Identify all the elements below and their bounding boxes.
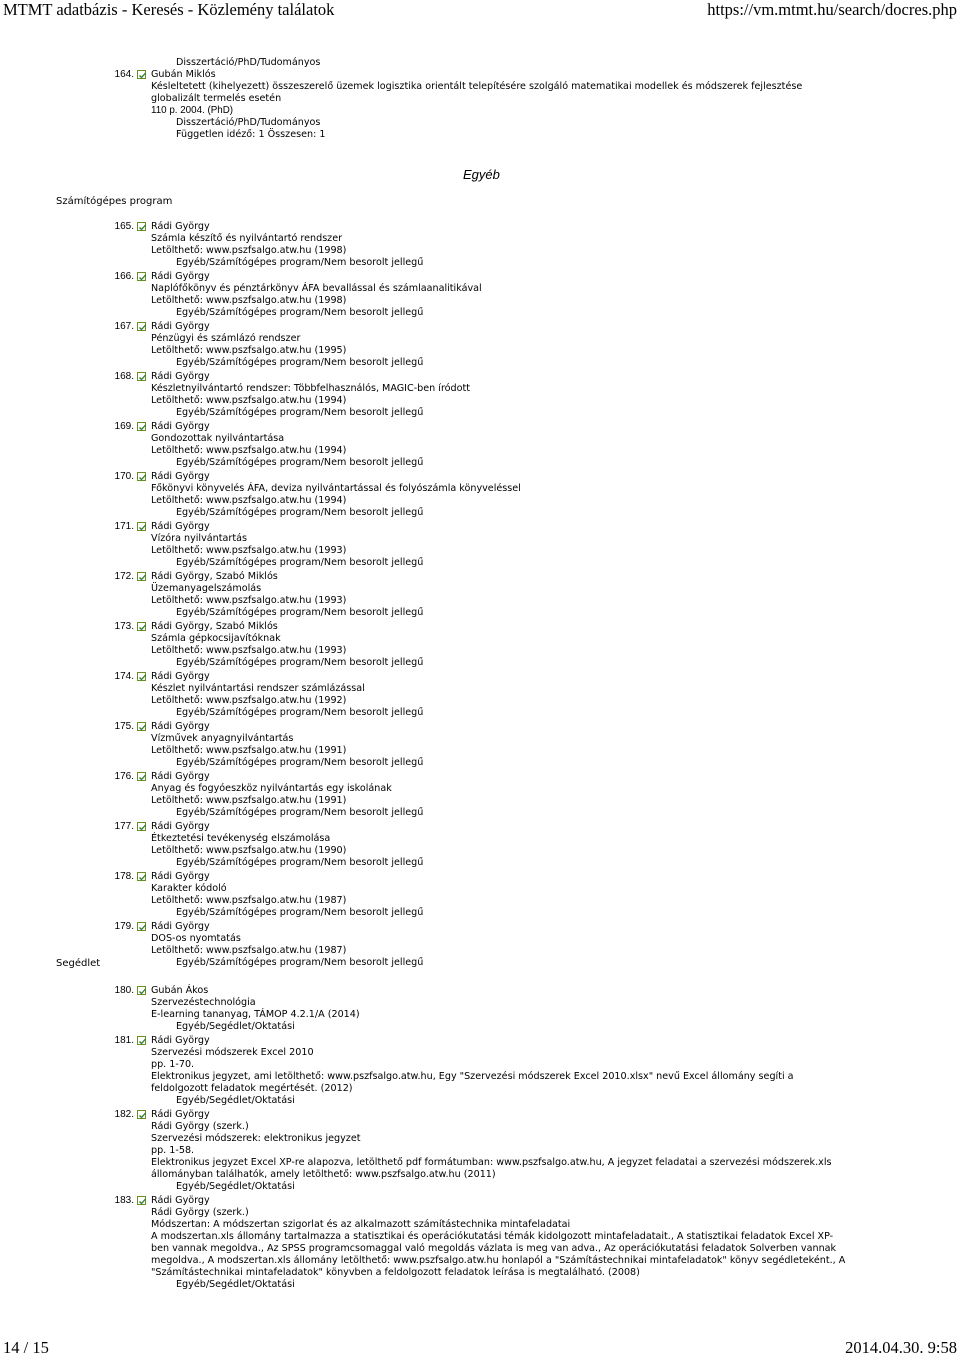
checkbox-icon[interactable] [137, 522, 146, 531]
entry-note: Elektronikus jegyzet Excel XP-re alapozva, letölthető pdf formátumban: www.pszfsalgo.atw.hu, A jegyzet feladatai a szervezési módszerek.xls állományban találhatók, amely letölthető: www.pszfsalgo.atw.hu (2011) [151, 1157, 832, 1180]
publication-entry [0, 321, 960, 369]
entry-source: Letölthető: www.pszfsalgo.atw.hu (1993) [151, 595, 347, 606]
entry-authors: Rádi György [151, 821, 210, 832]
entry-source: Letölthető: www.pszfsalgo.atw.hu (1987) [151, 945, 347, 956]
entry-category: Egyéb/Számítógépes program/Nem besorolt jellegű [176, 657, 424, 668]
checkbox-icon[interactable] [137, 572, 146, 581]
publication-entry [0, 471, 960, 519]
entry-pages: pp. 1-70. [151, 1059, 195, 1070]
entry-number: 176. [114, 771, 134, 782]
entry-editors: Rádi György (szerk.) [151, 1207, 249, 1218]
entry-title: Naplófőkönyv és pénztárkönyv ÁFA bevallással és számlaanalitikával [151, 283, 482, 294]
entry-category: Egyéb/Számítógépes program/Nem besorolt jellegű [176, 857, 424, 868]
checkbox-icon[interactable] [137, 1036, 146, 1045]
entry-authors: Rádi György [151, 1035, 210, 1046]
entry-source: Letölthető: www.pszfsalgo.atw.hu (1994) [151, 445, 347, 456]
entry-title: Szervezési módszerek Excel 2010 [151, 1047, 314, 1058]
entry-authors: Rádi György [151, 1109, 210, 1120]
entry-number: 178. [114, 871, 134, 882]
entry-pages: pp. 1-58. [151, 1145, 195, 1156]
entry-pages: 110 p. 2004. (PhD) [151, 105, 234, 116]
entry-note: A modszertan.xls állomány tartalmazza a statisztikai és operációkutatási témák kidolgozott mintafeladatait., A statisztikai feladatok Excel XP-ben vannak megoldva., Az SPSS programcsomaggal való megoldás vázlata is meg van adva., Az operációkutatási feladatok Solverben vannak megoldva., A modszertan.xls állomány letölthető: www.pszfsalgo.atw.hu honlapól a "Számítástechnikai mintafeladatok" könyv segédleteként., A "Számítástechnikai mintafeladatok" könyvben a feldolgozott feladatok leírása is megtalálható. (2008) [151, 1231, 846, 1278]
entry-title: Karakter kódoló [151, 883, 227, 894]
entry-title: Pénzügyi és számlázó rendszer [151, 333, 301, 344]
page-url: https://vm.mtmt.hu/search/docres.php [707, 0, 957, 19]
publication-entry [0, 771, 960, 819]
entry-number: 174. [114, 671, 134, 682]
segedlet-list [0, 985, 960, 1293]
entry-category: Egyéb/Számítógépes program/Nem besorolt jellegű [176, 307, 424, 318]
entry-number: 177. [114, 821, 134, 832]
entry-authors: Rádi György [151, 1195, 210, 1206]
entry-source: Letölthető: www.pszfsalgo.atw.hu (1994) [151, 395, 347, 406]
entry-number: 164. [114, 69, 134, 80]
checkbox-icon[interactable] [137, 872, 146, 881]
publication-entry [0, 921, 960, 969]
entry-title: Főkönyvi könyvelés ÁFA, deviza nyilvántartással és folyószámla könyveléssel [151, 483, 521, 494]
entry-source: Letölthető: www.pszfsalgo.atw.hu (1992) [151, 695, 347, 706]
checkbox-icon[interactable] [137, 272, 146, 281]
entry-source: Letölthető: www.pszfsalgo.atw.hu (1990) [151, 845, 347, 856]
entry-number: 175. [114, 721, 134, 732]
section-label-software: Számítógépes program [56, 196, 173, 207]
checkbox-icon[interactable] [137, 70, 146, 79]
entry-authors: Rádi György [151, 421, 210, 432]
checkbox-icon[interactable] [137, 922, 146, 931]
entry-authors: Rádi György, Szabó Miklós [151, 571, 278, 582]
entry-note: Elektronikus jegyzet, ami letölthető: www.pszfsalgo.atw.hu, Egy "Szervezési módszerek Excel 2010.xlsx" nevű Excel állomány segíti a feldolgozott feladatok megértését. (2012) [151, 1071, 794, 1094]
entry-category: Egyéb/Számítógépes program/Nem besorolt jellegű [176, 457, 424, 468]
publication-entry [0, 721, 960, 769]
publication-entry [0, 821, 960, 869]
entry-source: Letölthető: www.pszfsalgo.atw.hu (1998) [151, 245, 347, 256]
page-number: 14 / 15 [3, 1338, 49, 1357]
section-label-segedlet: Segédlet [56, 958, 101, 969]
entry-title: Gondozottak nyilvántartása [151, 433, 285, 444]
entry-category: Egyéb/Számítógépes program/Nem besorolt jellegű [176, 907, 424, 918]
checkbox-icon[interactable] [137, 1110, 146, 1119]
software-list [0, 221, 960, 971]
checkbox-icon[interactable] [137, 622, 146, 631]
publication-entry [0, 521, 960, 569]
entry-authors: Rádi György [151, 221, 210, 232]
page-title: MTMT adatbázis - Keresés - Közlemény találatok [3, 0, 335, 19]
entry-number: 171. [114, 521, 134, 532]
entry-category: Egyéb/Segédlet/Oktatási [176, 1021, 295, 1032]
publication-entry [0, 871, 960, 919]
entry-title: Étkeztetési tevékenység elszámolása [151, 833, 331, 844]
checkbox-icon[interactable] [137, 822, 146, 831]
entry-category: Egyéb/Számítógépes program/Nem besorolt jellegű [176, 957, 424, 968]
publication-entry [0, 1195, 960, 1291]
entry-authors: Rádi György [151, 921, 210, 932]
entry-number: 169. [114, 421, 134, 432]
entry-category: Egyéb/Segédlet/Oktatási [176, 1279, 295, 1290]
entry-number: 168. [114, 371, 134, 382]
entry-title: Számla gépkocsijavítóknak [151, 633, 281, 644]
entry-title: Anyag és fogyóeszköz nyilvántartás egy iskolának [151, 783, 392, 794]
entry-title-cont: globalizált termelés esetén [151, 93, 282, 104]
entry-number: 170. [114, 471, 134, 482]
section-title-egyeb: Egyéb [463, 167, 500, 182]
entry-authors: Rádi György [151, 371, 210, 382]
entry-category: Egyéb/Számítógépes program/Nem besorolt jellegű [176, 557, 424, 568]
entry-title: Készletnyilvántartó rendszer: Többfelhasználós, MAGIC-ben íródott [151, 383, 471, 394]
print-datetime: 2014.04.30. 9:58 [845, 1338, 957, 1357]
entry-source: Letölthető: www.pszfsalgo.atw.hu (1987) [151, 895, 347, 906]
entry-number: 183. [114, 1195, 134, 1206]
checkbox-icon[interactable] [137, 322, 146, 331]
entry-category: Egyéb/Számítógépes program/Nem besorolt jellegű [176, 507, 424, 518]
checkbox-icon[interactable] [137, 986, 146, 995]
entry-authors: Gubán Ákos [151, 985, 209, 996]
entry-category: Egyéb/Számítógépes program/Nem besorolt jellegű [176, 807, 424, 818]
entry-title: DOS-os nyomtatás [151, 933, 241, 944]
entry-editors: Rádi György (szerk.) [151, 1121, 249, 1132]
entry-source: E-learning tananyag, TÁMOP 4.2.1/A (2014) [151, 1009, 360, 1020]
entry-source: Letölthető: www.pszfsalgo.atw.hu (1994) [151, 495, 347, 506]
entry-authors: Gubán Miklós [151, 69, 216, 80]
entry-title: Késleltetett (kihelyezett) összeszerelő üzemek logisztika orientált telepítésére szolgáló matematikai modellek és módszerek fejlesztése [151, 81, 803, 92]
checkbox-icon[interactable] [137, 672, 146, 681]
entry-authors: Rádi György [151, 521, 210, 532]
publication-entry [0, 621, 960, 669]
entry-title: Készlet nyilvántartási rendszer számlázással [151, 683, 365, 694]
publication-entry [0, 571, 960, 619]
entry-authors: Rádi György [151, 671, 210, 682]
entry-number: 181. [114, 1035, 134, 1046]
publication-entry [0, 1109, 960, 1193]
publication-entry [0, 1035, 960, 1107]
publication-entry [0, 671, 960, 719]
entry-source: Letölthető: www.pszfsalgo.atw.hu (1998) [151, 295, 347, 306]
checkbox-icon[interactable] [137, 772, 146, 781]
entry-authors: Rádi György [151, 321, 210, 332]
publication-entry [0, 221, 960, 269]
entry-category: Egyéb/Számítógépes program/Nem besorolt jellegű [176, 607, 424, 618]
entry-authors: Rádi György [151, 271, 210, 282]
entry-category: Egyéb/Számítógépes program/Nem besorolt jellegű [176, 257, 424, 268]
entry-number: 165. [114, 221, 134, 232]
entry-title: Szervezési módszerek: elektronikus jegyzet [151, 1133, 361, 1144]
entry-title: Számla készítő és nyilvántartó rendszer [151, 233, 343, 244]
entry-category: Egyéb/Számítógépes program/Nem besorolt jellegű [176, 757, 424, 768]
publication-entry [0, 421, 960, 469]
print-header [0, 0, 960, 22]
checkbox-icon[interactable] [137, 222, 146, 231]
entry-category: Egyéb/Segédlet/Oktatási [176, 1181, 295, 1192]
entry-number: 172. [114, 571, 134, 582]
entry-category: Egyéb/Számítógépes program/Nem besorolt jellegű [176, 407, 424, 418]
entry-title: Módszertan: A módszertan szigorlat és az alkalmazott számítástechnika mintafeladatai [151, 1219, 571, 1230]
entry-authors: Rádi György [151, 771, 210, 782]
entry-authors: Rádi György [151, 871, 210, 882]
entry-title: Üzemanyagelszámolás [151, 583, 262, 594]
entry-authors: Rádi György [151, 471, 210, 482]
results-list [0, 57, 960, 143]
publication-entry [0, 371, 960, 419]
entry-category: Egyéb/Számítógépes program/Nem besorolt jellegű [176, 707, 424, 718]
publication-entry [0, 271, 960, 319]
checkbox-icon[interactable] [137, 472, 146, 481]
checkbox-icon[interactable] [137, 1196, 146, 1205]
publication-entry [0, 69, 960, 141]
entry-source: Letölthető: www.pszfsalgo.atw.hu (1995) [151, 345, 347, 356]
entry-source: Letölthető: www.pszfsalgo.atw.hu (1993) [151, 645, 347, 656]
publication-entry [0, 985, 960, 1033]
entry-citations: Független idéző: 1 Összesen: 1 [176, 129, 326, 140]
checkbox-icon[interactable] [137, 422, 146, 431]
entry-title: Vízművek anyagnyilvántartás [151, 733, 294, 744]
checkbox-icon[interactable] [137, 722, 146, 731]
entry-source: Letölthető: www.pszfsalgo.atw.hu (1991) [151, 745, 347, 756]
entry-category: Disszertáció/PhD/Tudományos [176, 117, 321, 128]
entry-authors: Rádi György, Szabó Miklós [151, 621, 278, 632]
entry-number: 179. [114, 921, 134, 932]
entry-source: Letölthető: www.pszfsalgo.atw.hu (1993) [151, 545, 347, 556]
entry-number: 166. [114, 271, 134, 282]
entry-number: 182. [114, 1109, 134, 1120]
entry-title: Vízóra nyilvántartás [151, 533, 247, 544]
entry-number: 167. [114, 321, 134, 332]
entry-authors: Rádi György [151, 721, 210, 732]
entry-category: Egyéb/Számítógépes program/Nem besorolt jellegű [176, 357, 424, 368]
category-line: Disszertáció/PhD/Tudományos [176, 57, 321, 68]
entry-title: Szervezéstechnológia [151, 997, 256, 1008]
entry-source: Letölthető: www.pszfsalgo.atw.hu (1991) [151, 795, 347, 806]
entry-number: 180. [114, 985, 134, 996]
entry-number: 173. [114, 621, 134, 632]
entry-category: Egyéb/Segédlet/Oktatási [176, 1095, 295, 1106]
checkbox-icon[interactable] [137, 372, 146, 381]
